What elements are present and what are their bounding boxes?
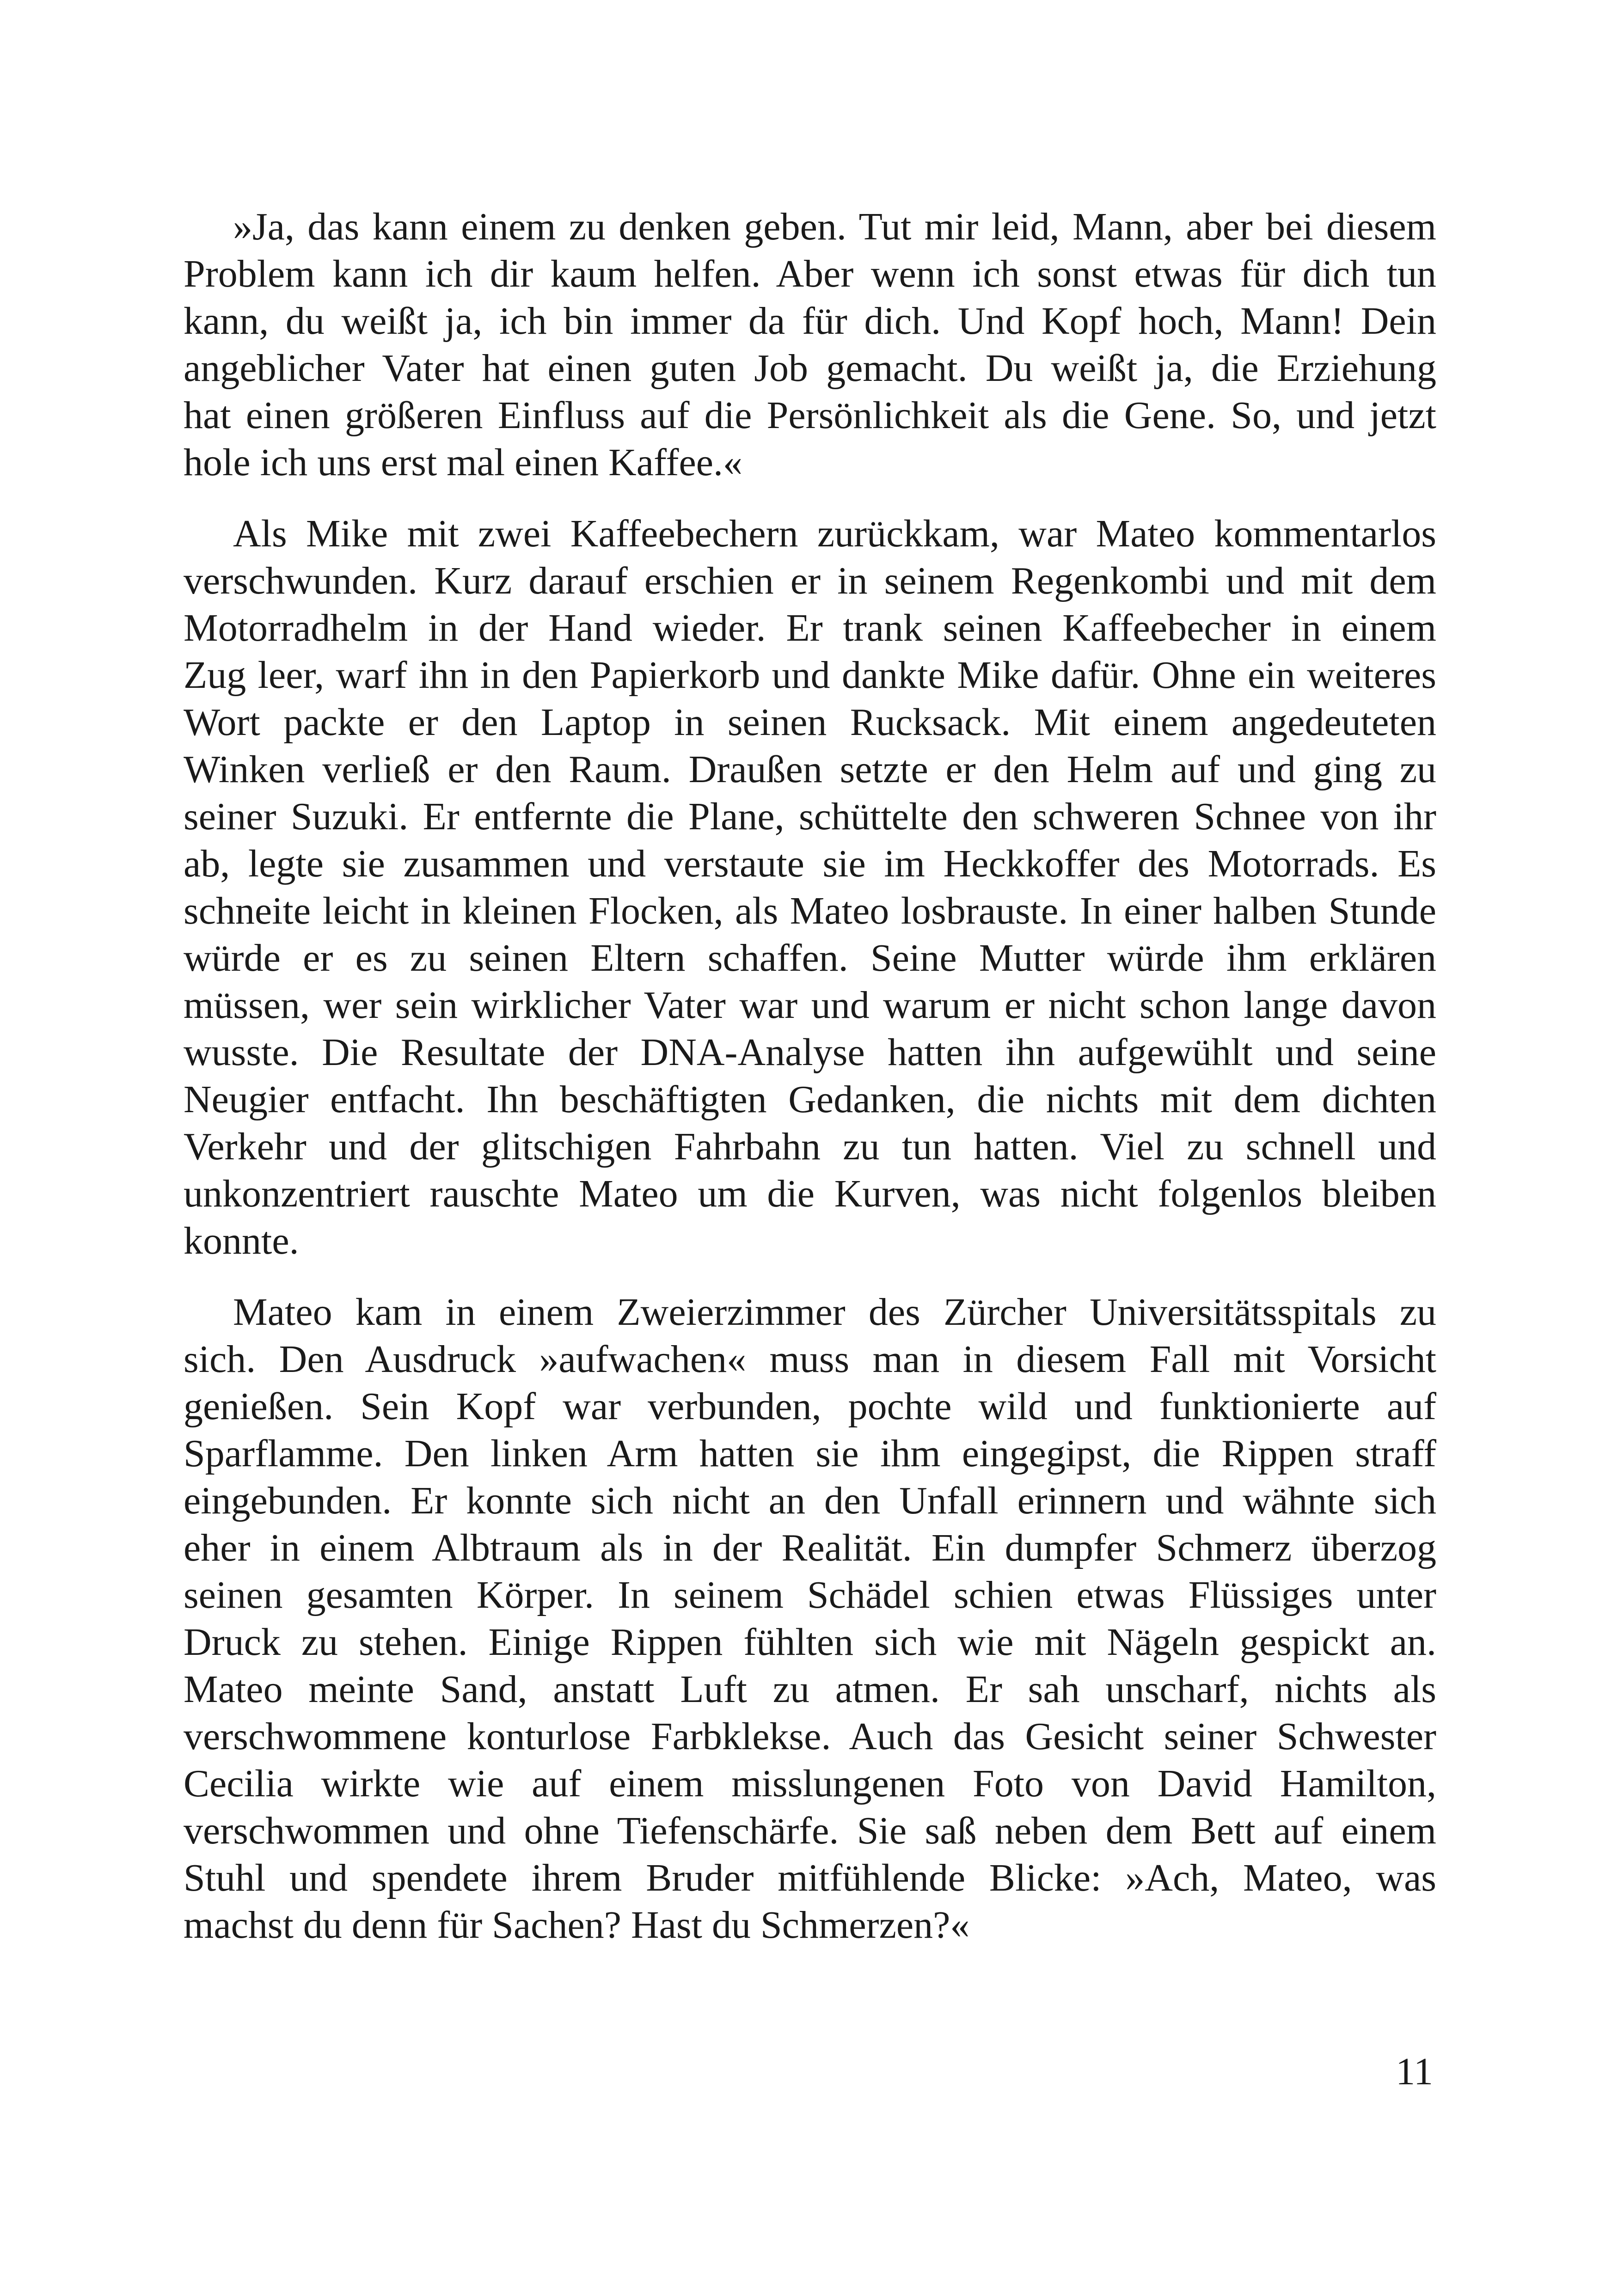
- text-line: Neugier entfacht. Ihn beschäftigten Gedanken, die nichts mit dem dichten: [184, 1078, 1436, 1121]
- text-line: Als Mike mit zwei Kaffeebechern zurückkam, war Mateo kommentarlos: [233, 512, 1436, 555]
- text-line: Stuhl und spendete ihrem Bruder mitfühlende Blicke: »Ach, Mateo, was: [184, 1856, 1436, 1899]
- paragraph: [184, 203, 1436, 486]
- text-line: Verkehr und der glitschigen Fahrbahn zu tun hatten. Viel zu schnell und: [184, 1125, 1436, 1168]
- text-line: genießen. Sein Kopf war verbunden, pochte wild und funktionierte auf: [184, 1385, 1436, 1428]
- text-line: schneite leicht in kleinen Flocken, als Mateo losbrauste. In einer halben Stunde: [184, 889, 1436, 932]
- text-line: seinen gesamten Körper. In seinem Schädel schien etwas Flüssiges unter: [184, 1574, 1436, 1616]
- text-line: Problem kann ich dir kaum helfen. Aber wenn ich sonst etwas für dich tun: [184, 252, 1436, 295]
- text-line: verschwommene konturlose Farbklekse. Auch das Gesicht seiner Schwester: [184, 1715, 1436, 1758]
- text-line: seiner Suzuki. Er entfernte die Plane, schüttelte den schweren Schnee von ihr: [184, 795, 1436, 838]
- text-line: Cecilia wirkte wie auf einem misslungenen Foto von David Hamilton,: [184, 1762, 1436, 1805]
- text-line: Druck zu stehen. Einige Rippen fühlten sich wie mit Nägeln gespickt an.: [184, 1621, 1436, 1664]
- paragraph: [184, 510, 1436, 1265]
- text-line: Zug leer, warf ihn in den Papierkorb und dankte Mike dafür. Ohne ein weiteres: [184, 654, 1436, 697]
- text-line: kann, du weißt ja, ich bin immer da für dich. Und Kopf hoch, Mann! Dein: [184, 300, 1436, 343]
- page-number: 11: [1396, 2050, 1433, 2093]
- text-line: eher in einem Albtraum als in der Realität. Ein dumpfer Schmerz überzog: [184, 1526, 1436, 1569]
- paragraph: [184, 1289, 1436, 1949]
- text-line: Mateo meinte Sand, anstatt Luft zu atmen. Er sah unscharf, nichts als: [184, 1668, 1436, 1711]
- text-line: Mateo kam in einem Zweierzimmer des Zürcher Universitätsspitals zu: [233, 1291, 1436, 1334]
- text-line: ab, legte sie zusammen und verstaute sie im Heckkoffer des Motorrads. Es: [184, 842, 1436, 885]
- text-line: unkonzentriert rauschte Mateo um die Kurven, was nicht folgenlos bleiben: [184, 1172, 1436, 1215]
- body-text: [184, 203, 1436, 1949]
- text-line: verschwunden. Kurz darauf erschien er in seinem Regenkombi und mit dem: [184, 559, 1436, 602]
- text-line: eingebunden. Er konnte sich nicht an den Unfall erinnern und wähnte sich: [184, 1479, 1436, 1522]
- text-line: Sparflamme. Den linken Arm hatten sie ihm eingegipst, die Rippen straff: [184, 1432, 1436, 1475]
- text-line: sich. Den Ausdruck »aufwachen« muss man in diesem Fall mit Vorsicht: [184, 1338, 1436, 1381]
- text-line: konnte.: [184, 1219, 299, 1262]
- text-line: Wort packte er den Laptop in seinen Rucksack. Mit einem angedeuteten: [184, 701, 1436, 744]
- text-line: angeblicher Vater hat einen guten Job gemacht. Du weißt ja, die Erziehung: [184, 347, 1436, 390]
- text-line: würde er es zu seinen Eltern schaffen. Seine Mutter würde ihm erklären: [184, 937, 1436, 980]
- text-line: Winken verließ er den Raum. Draußen setzte er den Helm auf und ging zu: [184, 748, 1436, 791]
- text-line: hole ich uns erst mal einen Kaffee.«: [184, 441, 743, 484]
- text-line: »Ja, das kann einem zu denken geben. Tut mir leid, Mann, aber bei diesem: [233, 205, 1436, 248]
- text-line: machst du denn für Sachen? Hast du Schmerzen?«: [184, 1904, 970, 1947]
- text-line: müssen, wer sein wirklicher Vater war und warum er nicht schon lange davon: [184, 984, 1436, 1027]
- text-line: Motorradhelm in der Hand wieder. Er trank seinen Kaffeebecher in einem: [184, 606, 1436, 649]
- text-line: hat einen größeren Einfluss auf die Persönlichkeit als die Gene. So, und jetzt: [184, 394, 1436, 437]
- text-line: wusste. Die Resultate der DNA-Analyse hatten ihn aufgewühlt und seine: [184, 1031, 1436, 1074]
- text-line: verschwommen und ohne Tiefenschärfe. Sie saß neben dem Bett auf einem: [184, 1809, 1436, 1852]
